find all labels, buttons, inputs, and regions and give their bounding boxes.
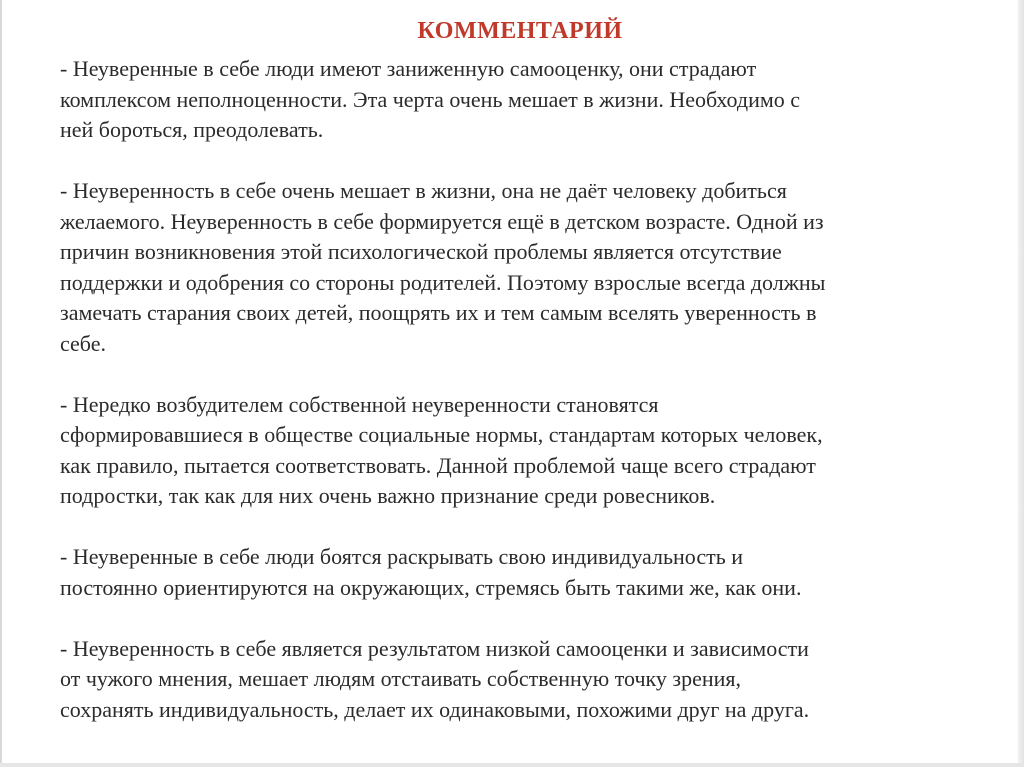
paragraph-1: - Неуверенные в себе люди имеют заниженную самооценку, они страдают комплексом неполноценности. Эта черта очень мешает в жизни. Необходимо с ней бороться, преодолевать. — [60, 56, 801, 142]
slide-content — [60, 12, 980, 756]
paragraph-5: - Неуверенность в себе является результатом низкой самооценки и зависимости от чужого мнения, мешает людям отстаивать собственную точку зрения, сохранять индивидуальность, делает их одинаковыми, похожими друг на друга. — [60, 635, 810, 722]
slide-bottom-edge — [0, 763, 1024, 767]
slide-title: КОММЕНТАРИЙ — [417, 18, 623, 44]
paragraph-4: - Неуверенные в себе люди боятся раскрывать свою индивидуальность и постоянно ориентируются на окружающих, стремясь быть такими же, как они. — [60, 544, 802, 600]
slide-right-edge — [1018, 0, 1024, 767]
paragraph-3: - Нередко возбудителем собственной неуверенности становятся сформировавшиеся в обществе социальные нормы, стандартам которых человек, как правило, пытается соответствовать. Данной проблемой чаще всего страдают подростки, так как для них очень важно признание среди ровесников. — [60, 391, 823, 508]
paragraph-2: - Неуверенность в себе очень мешает в жизни, она не даёт человеку добиться желаемого. Неуверенность в себе формируется ещё в детском возрасте. Одной из причин возникновения этой психологической проблемы является отсутствие поддержки и одобрения со стороны родителей. Поэтому взрослые всегда должны замечать старания своих детей, поощрять их и тем самым вселять уверенность в себе. — [60, 178, 826, 356]
slide-left-edge — [0, 0, 2, 767]
